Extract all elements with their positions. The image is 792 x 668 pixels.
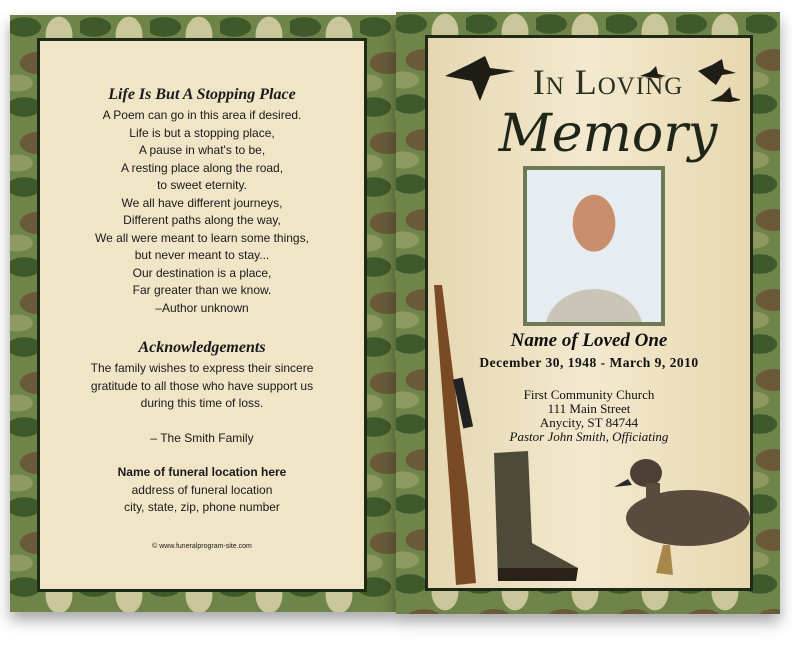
text-line: A resting place along the road, — [120, 160, 284, 175]
text-line: Life is but a stopping place, — [129, 125, 275, 140]
officiant: Pastor John Smith, Officiating — [509, 429, 669, 444]
text-line: We all were meant to learn some things, — [95, 230, 309, 245]
text-line: Our destination is a place, — [132, 265, 272, 280]
text-line: A Poem can go in this area if desired. — [102, 108, 302, 122]
church-name: First Community Church — [523, 387, 655, 402]
hunting-illustration — [428, 283, 750, 588]
ack-title: Acknowledgements — [138, 339, 266, 356]
text-line: –Author unknown — [155, 300, 249, 315]
text-line: We all have different journeys, — [121, 195, 283, 210]
duck-icon — [614, 459, 750, 575]
title-in-loving: In Loving — [532, 62, 684, 102]
church-city: Anycity, ST 84744 — [539, 415, 639, 430]
acknowledgement-text — [40, 360, 364, 413]
front-page — [396, 12, 780, 614]
location-name: Name of funeral location here — [117, 465, 287, 479]
text-line: Far greater than we know. — [132, 283, 272, 297]
title-memory: Memory — [498, 104, 718, 164]
poem — [40, 107, 364, 317]
poem-title: Life Is But A Stopping Place — [108, 86, 296, 103]
text-line: during this time of loss. — [140, 396, 264, 410]
location-city: city, state, zip, phone number — [124, 500, 280, 514]
text-line: A pause in what's to be, — [138, 143, 266, 157]
back-page — [10, 15, 396, 612]
text-line: Different paths along the way, — [123, 213, 281, 227]
copyright: © www.funeralprogram-site.com — [152, 542, 252, 550]
boots-icon — [494, 451, 578, 581]
front-panel — [425, 35, 753, 591]
signature: – The Smith Family — [150, 430, 254, 445]
text-line: The family wishes to express their sincere — [90, 361, 314, 375]
rifle-icon — [434, 285, 476, 585]
loved-one-name: Name of Loved One — [510, 330, 668, 351]
text-line: but never meant to stay... — [134, 248, 270, 262]
location-address: address of funeral location — [131, 482, 273, 497]
text-line: gratitude to all those who have support us — [90, 378, 314, 393]
text-line: to sweet eternity. — [157, 178, 247, 192]
church-street: 111 Main Street — [547, 401, 631, 416]
back-panel — [37, 38, 367, 592]
life-dates: December 30, 1948 - March 9, 2010 — [479, 355, 699, 370]
